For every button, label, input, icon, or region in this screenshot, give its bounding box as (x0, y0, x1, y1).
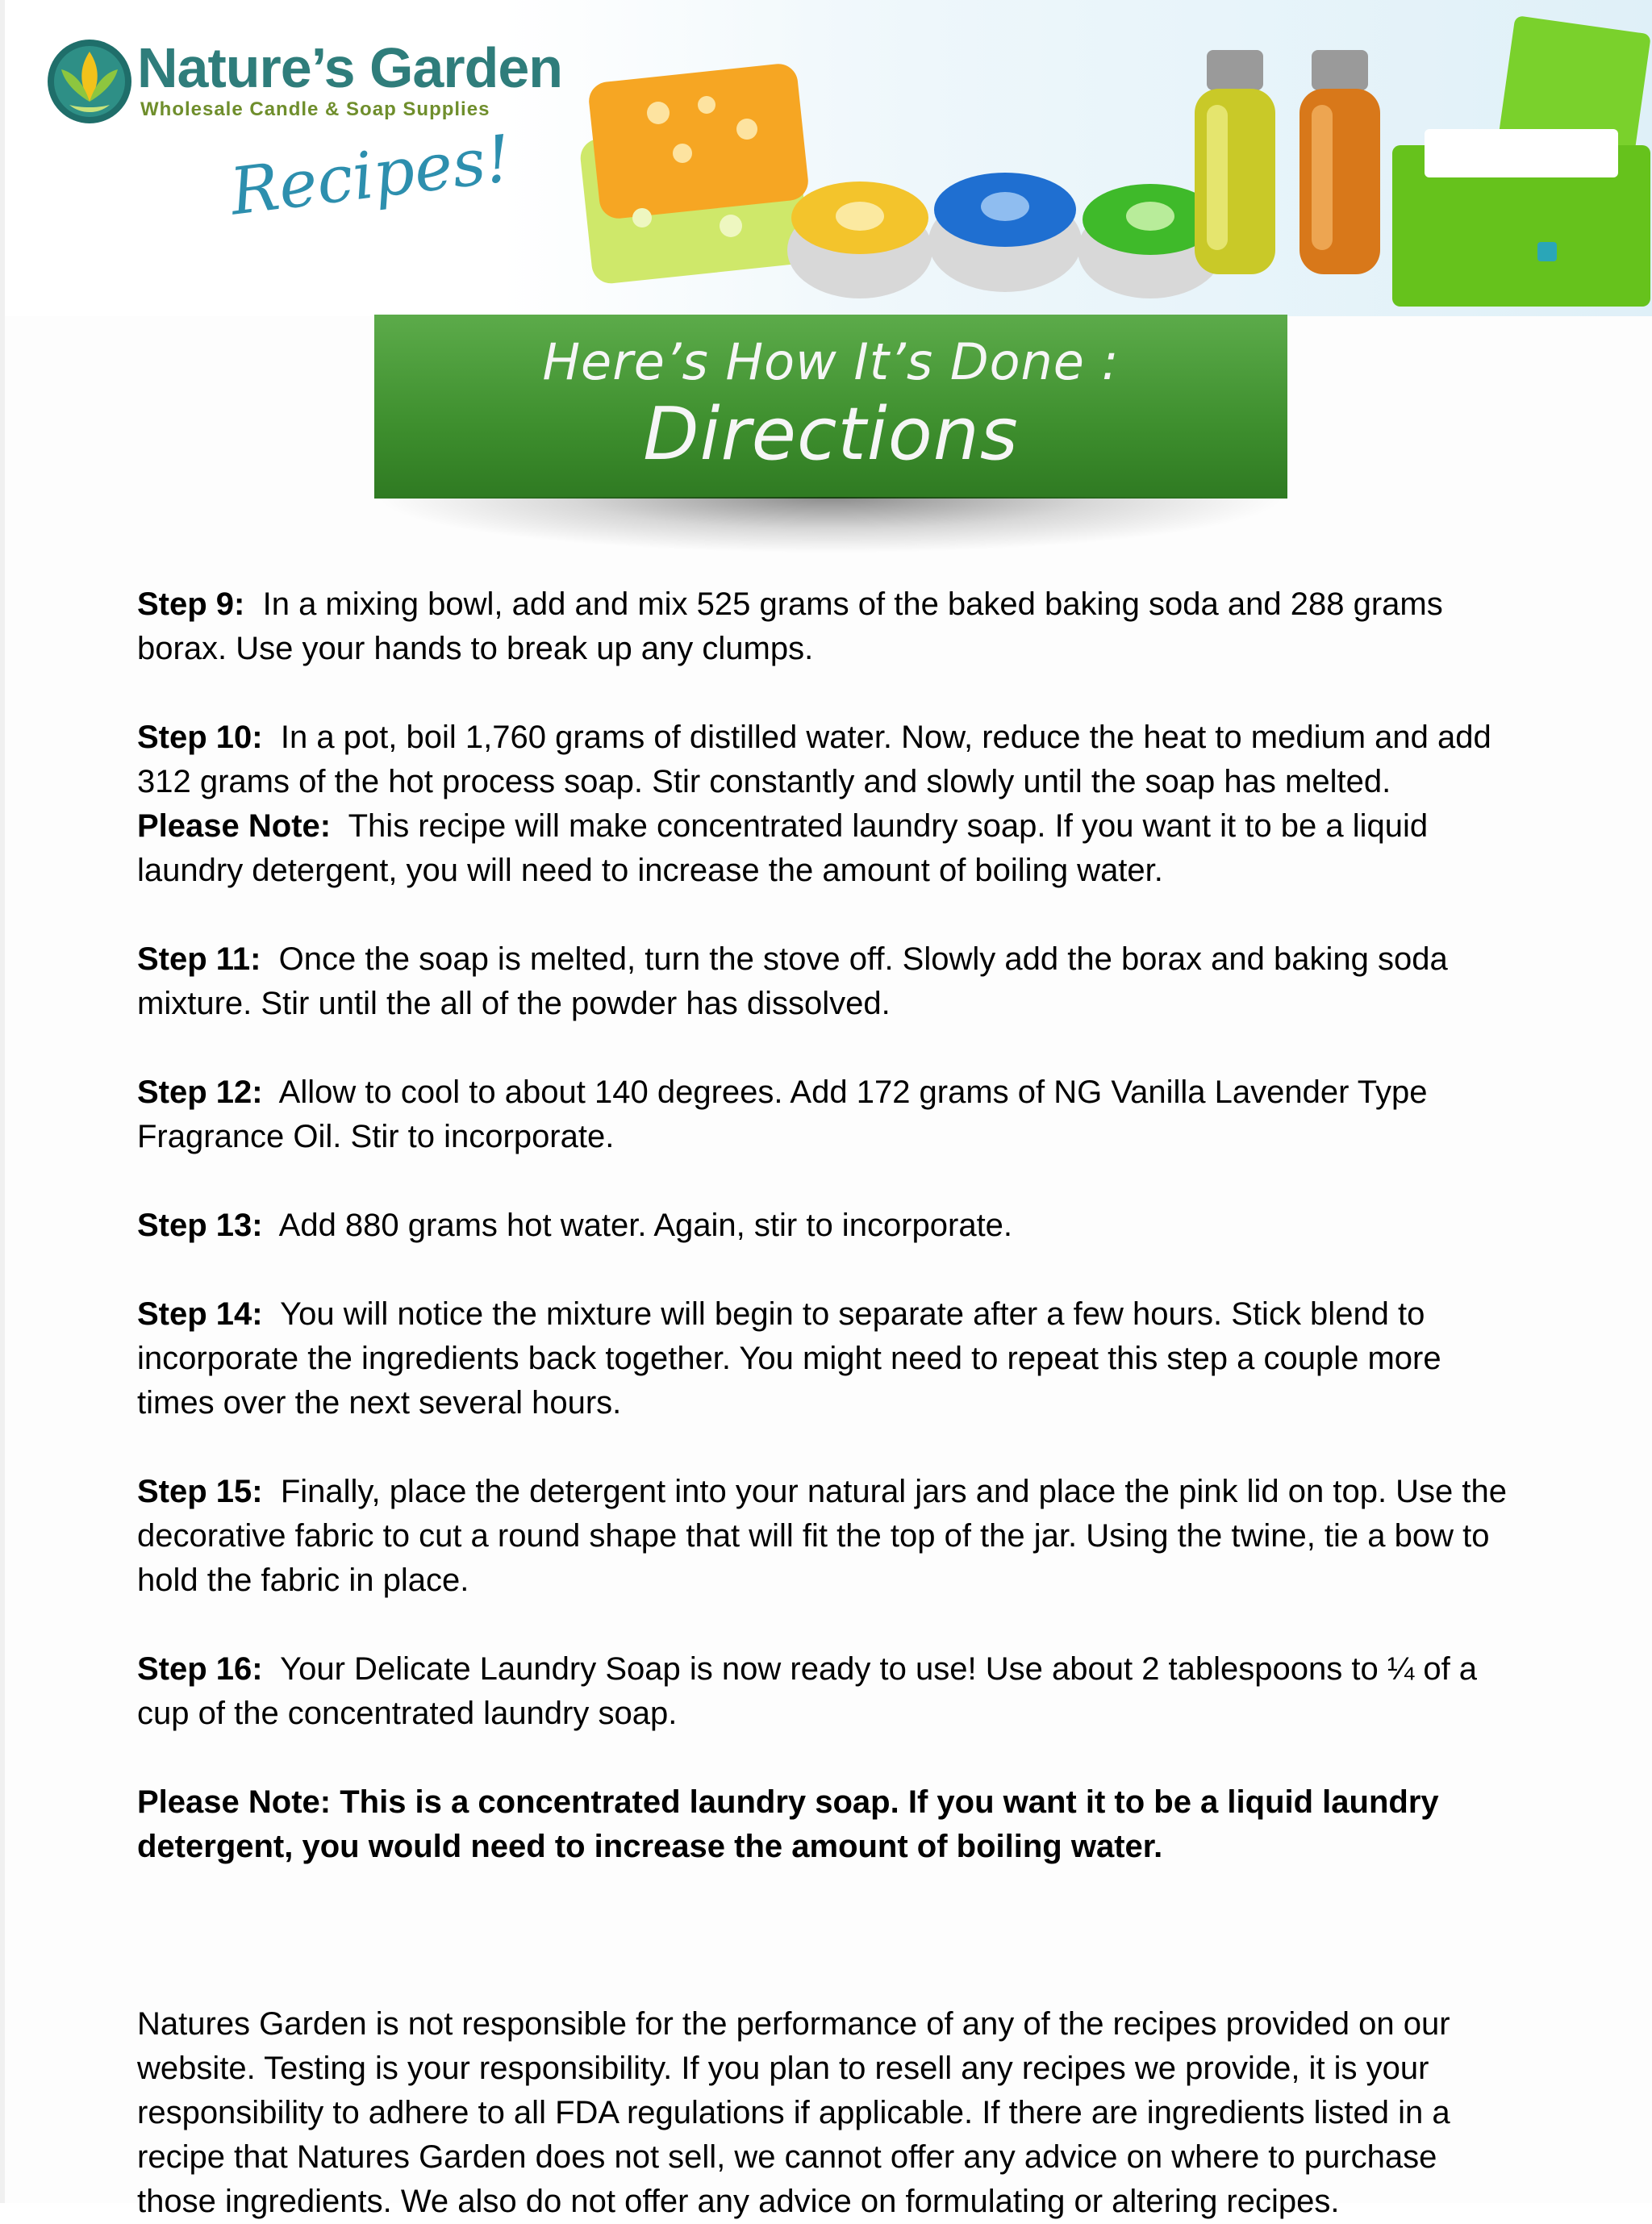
brand-name: Nature’s Garden (137, 36, 563, 99)
step-label: Step 16: (137, 1651, 263, 1687)
header-banner (5, 0, 1652, 316)
leaf-logo-icon (45, 37, 134, 126)
step-text: In a mixing bowl, add and mix 525 grams of the baked baking soda and 288 grams borax. Use your hands to break up any clumps. (137, 586, 1443, 666)
step-text: In a pot, boil 1,760 grams of distilled water. Now, reduce the heat to medium and add 312 grams of the hot process soap. Stir constantly and slowly until the soap has melted. (137, 720, 1491, 799)
step-note-text: This recipe will make concentrated laundry soap. If you want it to be a liquid laundry detergent, you will need to increase the amount of boiling water. (137, 808, 1429, 888)
directions-banner (374, 315, 1287, 499)
step-text: Once the soap is melted, turn the stove off. Slowly add the borax and baking soda mixture. Stir until the all of the powder has dissolved. (137, 941, 1448, 1021)
recipes-title: Recipes! (226, 120, 515, 230)
step-label: Step 9: (137, 586, 245, 622)
directions-content (137, 582, 1525, 2224)
step-label: Step 14: (137, 1296, 263, 1332)
soap-bars-image (578, 62, 810, 286)
step-13 (137, 1204, 1525, 1248)
step-text: Finally, place the detergent into your natural jars and place the pink lid on top. Use the decorative fabric to cut a round shape that will fit the top of the jar. Using the twine, tie a bow to hold the fabric in place. (137, 1474, 1508, 1598)
step-11 (137, 937, 1525, 1026)
flower-candles-image (787, 173, 1223, 298)
step-text: Add 880 grams hot water. Again, stir to incorporate. (278, 1208, 1013, 1243)
step-label: Step 12: (137, 1074, 263, 1110)
step-16 (137, 1647, 1525, 1736)
step-label: Step 10: (137, 720, 263, 755)
step-note-label: Please Note: (137, 808, 332, 844)
step-text: Your Delicate Laundry Soap is now ready to use! Use about 2 tablespoons to ¼ of a cup of the concentrated laundry soap. (137, 1651, 1478, 1731)
step-9 (137, 582, 1525, 671)
directions-title: Directions (643, 392, 1019, 477)
step-15 (137, 1470, 1525, 1603)
step-label: Step 11: (137, 941, 261, 977)
directions-subtitle: Here’s How It’s Done : (542, 332, 1120, 391)
step-14 (137, 1292, 1525, 1425)
step-12 (137, 1070, 1525, 1159)
step-text: Allow to cool to about 140 degrees. Add 172 grams of NG Vanilla Lavender Type Fragrance Oil. Stir to incorporate. (137, 1074, 1428, 1154)
step-label: Step 15: (137, 1474, 263, 1509)
step-label: Step 13: (137, 1208, 263, 1243)
final-note: Please Note: This is a concentrated laundry soap. If you want it to be a liquid laundry detergent, you would need to increase the amount of boiling water. (137, 1784, 1439, 1864)
step-10 (137, 716, 1525, 893)
brand-tagline: Wholesale Candle & Soap Supplies (140, 98, 490, 120)
banner-shadow (374, 497, 1287, 553)
disclaimer: Natures Garden is not responsible for the performance of any of the recipes provided on our website. Testing is your responsibility. If you plan to resell any recipes we provide, it is your responsibility to adhere to all FDA regulations if applicable. If there are ingredients listed in a recipe that Natures Garden does not sell, we cannot offer any advice on where to purchase those ingredients. We also do not offer any advice on formulating or altering recipes. (137, 2006, 1450, 2219)
step-text: You will notice the mixture will begin to separate after a few hours. Stick blend to incorporate the ingredients back together. You might need to repeat this step a couple more times over the next several hours. (137, 1296, 1441, 1421)
recipe-box-image (1392, 15, 1651, 307)
fragrance-oil-bottles-image (1195, 50, 1380, 274)
product-photo-collage (569, 8, 1652, 316)
